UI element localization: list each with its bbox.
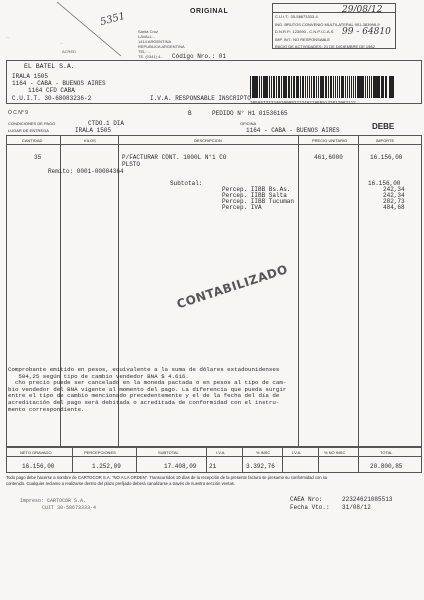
barcode-bar	[337, 76, 338, 98]
cae-value: 22324621085513	[342, 496, 393, 503]
totals-neto: 16.156,00	[22, 463, 55, 470]
customer-cuit: C.U.I.T. 30-68083236-2	[12, 95, 92, 102]
handwritten-reference: 5351	[99, 10, 127, 29]
barcode-bar	[291, 76, 292, 98]
letter-b: B	[188, 110, 192, 117]
footer-legal-2: contenido. Cualquier reclamo a realizarse dentro del plazo prefijado deberá canalizarse a través de nuestra sección ventas.	[6, 481, 236, 486]
totals-pct-insc: 21	[209, 463, 217, 470]
header-cantidad: CANTIDAD	[22, 138, 43, 143]
currency-legal-text: Comprobante emitido en pesos, equivalente a la suma de dólares estadounidenses 504,25 según tipo de cambio vendedor BNA $ 4.616. cho precio puede ser cancelado en la moneda pactada o en pesos al tipo de cam- bio vendedor del BNA vigente al momento del pago. La diferencia que pueda surgir entre el tipo de cambio mencionado precedentemente y el de la fecha del día de acreditación del pago será debitada o acreditada de conformidad con el instru- mento correspondiente.	[8, 366, 287, 413]
percep-label: Percep. IIBB Bs.As.	[222, 186, 291, 193]
percep-label: Percep. IIBB Tucuman	[222, 198, 295, 205]
barcode-bar	[293, 76, 294, 98]
barcode-bar	[276, 76, 277, 98]
handwritten-number: 99 - 64810	[342, 27, 391, 37]
barcode-bar	[267, 76, 268, 98]
barcode-bar	[281, 76, 282, 98]
totals-header-pct-insc: % INSC	[256, 450, 271, 455]
barcode-bar	[389, 76, 390, 98]
header-descripcion: DESCRIPCION	[194, 138, 222, 143]
barcode-bar	[271, 76, 272, 98]
barcode-bar	[273, 76, 274, 98]
barcode-bar	[256, 76, 258, 98]
condiciones-label: CONDICIONES DE PAGO	[8, 121, 56, 126]
barcode-bar	[392, 76, 393, 98]
totals-header-neto: NETO GRAVADO	[20, 450, 52, 455]
barcode-bar	[367, 76, 368, 98]
percep-value: 484,68	[383, 204, 405, 211]
tax-info-lines: C.U.I.T.: 30-58673333-4 ING. BRUTOS CONVENIO MULTILATERAL 901-383998-9 D.N.R.P.: 123090 - C.N.P.I.C.A.S. IMP. INT.: NO RESPONSABLE INICIO DE ACTIVIDADES: 21 DE DICIEMBRE DE 1982	[275, 14, 380, 49]
percep-label: Percep. IIBB Salta	[222, 192, 287, 199]
invoice-barcode	[250, 76, 394, 98]
totals-subtotal: 17.408,09	[164, 463, 197, 470]
percep-value: 242,34	[383, 186, 405, 193]
header-kilos: KILOS	[84, 138, 96, 143]
left-tiny-label-1: ...	[6, 34, 10, 39]
barcode-bar	[365, 76, 366, 98]
barcode-bar	[305, 76, 306, 98]
footer-cuit: CUIT 30-58673333-4	[42, 505, 97, 511]
company-address-block: Santa Cruz LAVALL... 1414 ARGENTINA REPUBLICA ARGENTINA TEL: ... TE. (0341) 4...	[138, 29, 185, 59]
item-description-2: PLSTO	[122, 161, 141, 168]
barcode-bar	[274, 76, 275, 98]
oc-number: O C N° 9	[8, 110, 29, 116]
barcode-bar	[259, 76, 260, 98]
item-unit-price: 461,6000	[314, 154, 343, 161]
barcode-bar	[331, 76, 332, 98]
item-amount: 16.156,00	[370, 154, 403, 161]
cae-label: CAEA Nro:	[290, 496, 323, 503]
fecha-vto-value: 31/08/12	[342, 504, 371, 511]
percep-value: 282,73	[383, 198, 405, 205]
totals-percepciones: 1.252,09	[92, 463, 121, 470]
barcode-bar	[279, 76, 280, 98]
customer-iva: I.V.A. RESPONSABLE INSCRIPTO	[150, 95, 251, 102]
barcode-bar	[345, 76, 346, 98]
barcode-bar	[302, 76, 303, 98]
item-description-1: P/FACTURAR CONT. 1000L N°1 CO	[122, 154, 227, 161]
barcode-bar	[283, 76, 284, 98]
footer-legal-1: Todo pago debe hacerse a nombre de CARTOCOR S.A. "NO A LA ORDEN". Transcurridos 10 días de la recepción de la presente factura se presume su conformidad con su	[6, 475, 328, 480]
debe-label: DEBE	[372, 122, 395, 131]
barcode-bar	[347, 76, 349, 98]
footer-impreso: Impreso: CARTOCOR S.A.	[20, 498, 87, 504]
pedido-number: PEDIDO N° H1 01536165	[212, 110, 288, 117]
contabilizado-stamp: CONTABILIZADO	[175, 262, 290, 312]
item-remito: Remito: 0001-00004364	[48, 168, 124, 175]
codigo-label: Código Nro.: 01	[172, 53, 227, 60]
original-label: ORIGINAL	[190, 8, 229, 15]
percep-value: 242,34	[383, 192, 405, 199]
totals-header-iva2: I.V.A.	[292, 450, 302, 455]
lugar-value: IRALA 1505	[75, 127, 112, 134]
barcode-bar	[385, 76, 386, 98]
left-tiny-label-3: ACRED	[62, 49, 77, 54]
lugar-label: LUGAR DE ENTREGA	[8, 128, 49, 133]
barcode-bar	[386, 76, 387, 98]
barcode-bar	[252, 76, 253, 98]
barcode-bar	[382, 76, 383, 98]
totals-header-percepciones: PERCEPCIONES	[84, 450, 116, 455]
barcode-bar	[342, 76, 344, 98]
barcode-bar	[353, 76, 354, 98]
totals-header-iva: I.V.A.	[216, 450, 226, 455]
barcode-bar	[278, 76, 279, 98]
customer-location: 1164 CFD CABA	[28, 87, 75, 94]
barcode-bar	[333, 76, 334, 98]
barcode-bar	[349, 76, 350, 98]
percep-label: Percep. IVA	[222, 204, 262, 211]
barcode-bar	[300, 76, 301, 98]
barcode-bar	[381, 76, 382, 98]
subtotal-label: Subtotal:	[170, 180, 203, 187]
totals-header-total: TOTAL	[380, 450, 393, 455]
barcode-bar	[351, 76, 352, 98]
barcode-bar	[355, 76, 356, 98]
oficina-label: OFICINA	[240, 121, 257, 126]
barcode-bar	[269, 76, 270, 98]
header-precio-unitario: PRECIO UNITARIO	[312, 138, 348, 143]
totals-header-subtotal: SUBTOTAL	[158, 450, 179, 455]
barcode-bar	[335, 76, 336, 98]
totals-total: 20.800,85	[370, 463, 403, 470]
totals-iva: 3.392,76	[246, 463, 275, 470]
left-tiny-label-2: ...	[60, 40, 64, 45]
item-cantidad: 35	[34, 154, 42, 161]
fecha-vto-label: Fecha Vto.:	[290, 504, 330, 511]
totals-header-pct-no-insc: % NO INSC	[324, 450, 346, 455]
condiciones-value: CTDO.1 DIA	[88, 120, 125, 127]
customer-name: EL BATEL S.A.	[24, 63, 75, 70]
oficina-value: 1164 - CABA - BUENOS AIRES	[246, 127, 340, 134]
barcode-bar	[357, 76, 358, 98]
handwritten-date: 29/08/12	[342, 5, 383, 15]
customer-street: IRALA 1505	[12, 73, 49, 80]
barcode-bar	[303, 76, 304, 98]
header-importe: IMPORTE	[376, 138, 395, 143]
customer-city: 1164 - CABA - BUENOS AIRES	[12, 80, 106, 87]
barcode-bar	[316, 76, 317, 98]
barcode-bar	[379, 76, 380, 98]
subtotal-value: 16.156,00	[368, 180, 401, 187]
barcode-bar	[314, 76, 315, 98]
barcode-number: 30586733334010099223246219855132012083112	[250, 101, 356, 106]
barcode-bar	[250, 76, 251, 98]
